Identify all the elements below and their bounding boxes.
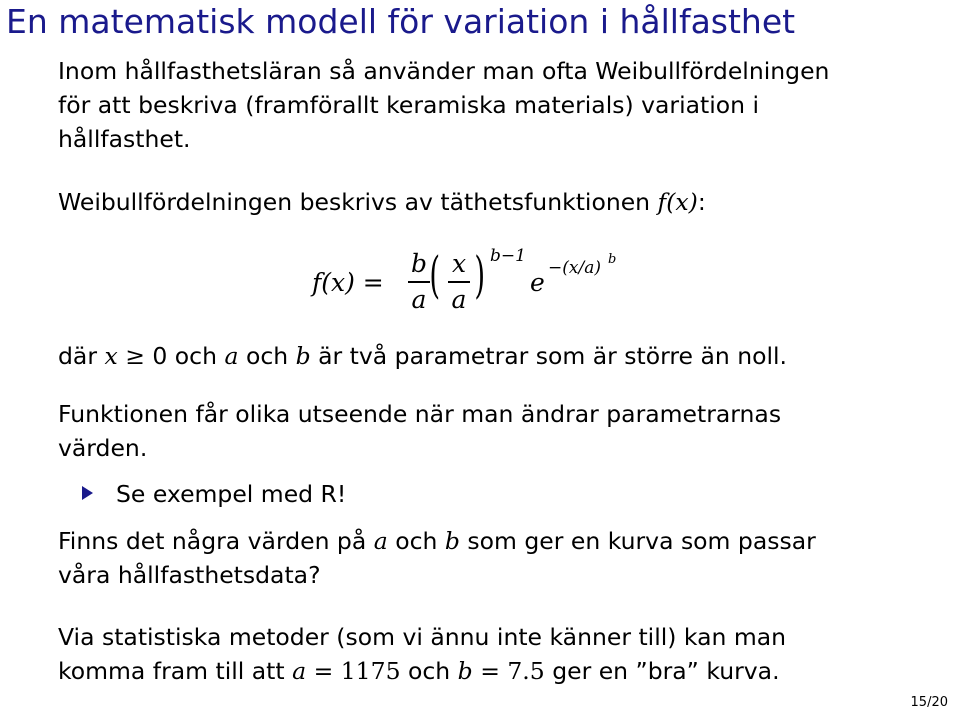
conclusion-text-1: komma fram till att: [58, 657, 293, 685]
question-line-1: [58, 524, 816, 558]
bullet-item: Se exempel med R!: [116, 480, 347, 508]
bullet-arrow-icon: [82, 486, 93, 500]
condition-text-3: och: [238, 342, 296, 370]
formula-frac2-den: a: [451, 284, 467, 314]
conclusion-line-2: [58, 654, 786, 688]
formula-fraction-b-over-a: [408, 248, 430, 316]
formula-right-paren: ): [474, 246, 486, 304]
question-text-1: Finns det några värden på: [58, 527, 374, 555]
intro-line-2: för att beskriva (framförallt keramiska materials) variation i: [58, 91, 760, 119]
formula-frac1-den: a: [411, 284, 427, 314]
density-intro-math: f(x): [657, 188, 698, 216]
intro-line-3: hållfasthet.: [58, 125, 191, 153]
density-intro-text: Weibullfördelningen beskrivs av täthetsfunktionen: [58, 188, 658, 216]
formula-frac1-bar: [408, 281, 430, 283]
condition-a: a: [224, 342, 239, 370]
intro-line-1: Inom hållfasthetsläran så använder man ofta Weibullfördelningen: [58, 57, 830, 85]
conclusion-b: b: [457, 657, 473, 685]
question-paragraph: [58, 524, 816, 592]
conclusion-a: a: [292, 657, 307, 685]
formula-fraction-x-over-a: [448, 248, 470, 316]
conclusion-eq-1: = 1175: [306, 657, 401, 685]
weibull-formula: [312, 244, 652, 324]
formula-frac2-bar: [448, 281, 470, 283]
condition-geq: ≥: [117, 342, 153, 370]
shape-line-2: värden.: [58, 434, 148, 462]
condition-b: b: [295, 342, 311, 370]
shape-line-1: Funktionen får olika utseende när man ändrar parametrarnas: [58, 400, 782, 428]
formula-frac2-num: x: [451, 249, 467, 278]
page-number: 15/20: [910, 695, 948, 710]
density-intro-colon: :: [697, 188, 706, 216]
question-a: a: [373, 527, 388, 555]
formula-exponent-2: −(x/a): [548, 258, 601, 278]
question-text-2: och: [387, 527, 445, 555]
question-b: b: [444, 527, 460, 555]
question-line-2: våra hållfasthetsdata?: [58, 561, 321, 589]
formula-exponent-1: b−1: [490, 246, 526, 266]
condition-text-1: där: [58, 342, 105, 370]
conclusion-line-1: Via statistiska metoder (som vi ännu inte känner till) kan man: [58, 623, 787, 651]
density-intro: [58, 185, 706, 219]
formula-left-paren: (: [429, 246, 441, 304]
slide-title: En matematisk modell för variation i hållfasthet: [6, 2, 796, 41]
conclusion-text-2: och: [400, 657, 458, 685]
condition-text-4: är två parametrar som är större än noll.: [310, 342, 788, 370]
formula-exponent-2-b: b: [608, 252, 617, 267]
formula-frac1-num: b: [410, 249, 427, 278]
conclusion-paragraph: [58, 620, 786, 688]
intro-paragraph: [58, 54, 829, 156]
condition-x: x: [104, 342, 118, 370]
conclusion-eq-2: = 7.5: [472, 657, 545, 685]
question-text-3: som ger en kurva som passar: [459, 527, 816, 555]
formula-lhs: f(x) =: [312, 268, 384, 297]
condition-line: [58, 339, 787, 373]
condition-text-2: 0 och: [152, 342, 225, 370]
shape-paragraph: [58, 397, 781, 465]
formula-e: e: [530, 268, 545, 297]
conclusion-text-3: ger en ”bra” kurva.: [544, 657, 780, 685]
